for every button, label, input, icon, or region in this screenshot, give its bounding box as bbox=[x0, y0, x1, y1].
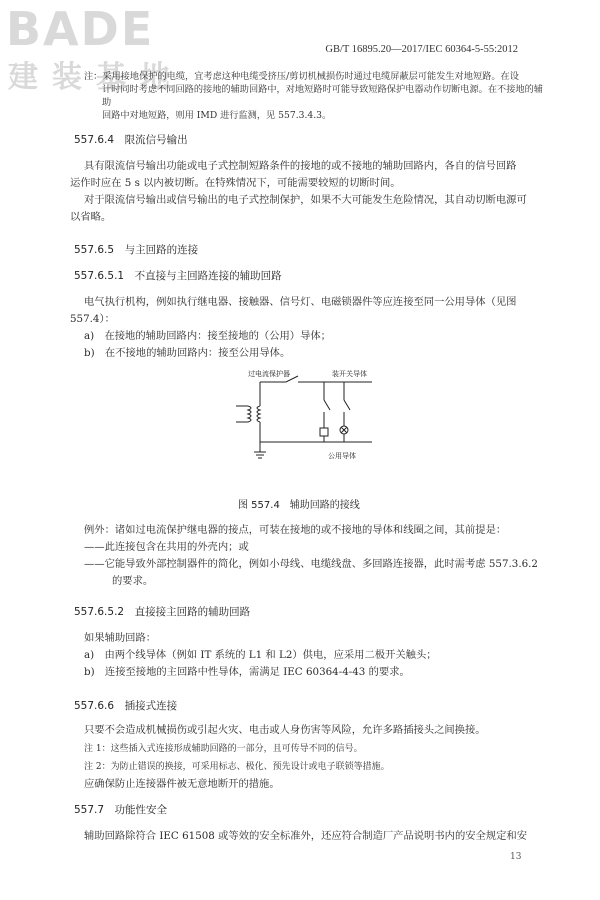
heading-557-6-4: 557.6.4 限流信号输出 bbox=[74, 134, 188, 146]
relay-coil bbox=[320, 428, 328, 436]
exception-block bbox=[84, 522, 554, 590]
transformer-primary-coil bbox=[248, 406, 251, 422]
heading-557-6-5: 557.6.5 与主回路的连接 bbox=[74, 244, 199, 256]
label-common-conductor: 公用导体 bbox=[328, 452, 356, 460]
text-line: 具有限流信号输出功能或电子式控制短路条件的接地的或不接地的辅助回路内，各自的信号回路 bbox=[84, 160, 517, 172]
branch2-switch bbox=[344, 400, 350, 410]
text-line: 如果辅助回路： bbox=[84, 632, 157, 644]
text-line: 例外：诸如过电流保护继电器的接点，可装在接地的或不接地的导体和线圈之间，其前提是： bbox=[84, 524, 507, 536]
note-2: 注 2：为防止错误的换接，可采用标志、极化、预先设计或电子联锁等措施。 bbox=[84, 762, 390, 772]
text-line: ——此连接包含在共用的外壳内；或 bbox=[84, 541, 249, 553]
heading-557-6-5-2: 557.6.5.2 直接接主回路的辅助回路 bbox=[74, 606, 251, 618]
figure-caption: 图 557.4 辅助回路的接线 bbox=[238, 500, 360, 511]
circuit-lines bbox=[236, 376, 372, 458]
page-number: 13 bbox=[510, 852, 522, 862]
heading-557-7: 557.7 功能性安全 bbox=[74, 804, 168, 816]
list-item: b) 在不接地的辅助回路内：接至公用导体。 bbox=[84, 347, 291, 359]
text-line: 对于限流信号输出或信号输出的电子式控制保护，如果不大可能发生危险情况，其自动切断电源可 bbox=[84, 194, 527, 206]
heading-557-6-5-1: 557.6.5.1 不直接与主回路连接的辅助回路 bbox=[74, 270, 282, 282]
text-line: 的要求。 bbox=[112, 575, 154, 587]
paragraph: 应确保防止连接器件被无意地断开的措施。 bbox=[84, 778, 280, 790]
top-note-line: 回路中对地短路，则用 IMD 进行监测，见 557.3.4.3。 bbox=[102, 110, 332, 121]
top-note-line: 计时同时考虑不同回路的接地的辅助回路中，对地短路时可能导致短路保护电器动作切断电源。在不接地的辅助 bbox=[102, 84, 543, 108]
text-line: 电气执行机构，例如执行继电器、接触器、信号灯、电磁锁器件等应连接至同一公用导体（见图 bbox=[84, 296, 517, 308]
note-1: 注 1：这些插入式连接形成辅助回路的一部分，且可传导不同的信号。 bbox=[84, 744, 363, 754]
paragraph bbox=[84, 630, 544, 681]
heading-557-6-6: 557.6.6 插接式连接 bbox=[74, 700, 178, 712]
logo-text: BADE bbox=[6, 2, 155, 56]
transformer-secondary-coil bbox=[257, 406, 260, 422]
branch1-switch bbox=[324, 400, 330, 410]
text-line: ——它能导致外部控制器件的简化，例如小母线、电缆线盘、多回路连接器，此时需考虑 557.3.6.2 bbox=[84, 558, 538, 570]
label-overcurrent-protector: 过电流保护器 bbox=[248, 370, 290, 378]
text-line: 运作时应在 5 s 以内被切断。在特殊情况下，可能需要较短的切断时间。 bbox=[70, 177, 401, 189]
paragraph bbox=[70, 294, 544, 362]
list-item: a) 由两个线导体（例如 IT 系统的 L1 和 L2）供电，应采用二极开关触头； bbox=[84, 649, 437, 661]
text-line: 以省略。 bbox=[70, 211, 112, 223]
text-line: 557.4）： bbox=[70, 313, 115, 325]
paragraph bbox=[70, 158, 544, 226]
standard-number: GB/T 16895.20—2017/IEC 60364-5-55:2012 bbox=[325, 44, 518, 55]
list-item: b) 连接至接地的主回路中性导体，需满足 IEC 60364-4-43 的要求。 bbox=[84, 666, 410, 678]
logo-subtitle: 建装基地 bbox=[8, 60, 184, 95]
list-item: a) 在接地的辅助回路内：接至接地的（公用）导体； bbox=[84, 330, 331, 342]
paragraph: 辅助回路除符合 IEC 61508 或等效的安全标准外，还应符合制造厂产品说明书内的安全规定和安 bbox=[84, 830, 528, 842]
top-note bbox=[84, 70, 544, 122]
wiring-diagram bbox=[220, 366, 390, 466]
label-switch-conductor: 装开关导体 bbox=[332, 370, 367, 378]
paragraph: 只要不会造成机械损伤或引起火灾、电击或人身伤害等风险，允许多路插接头之间换接。 bbox=[84, 724, 486, 736]
top-note-line: 注：采用接地保护的电缆，宜考虑这种电缆受挤压/剪切机械损伤时通过电缆屏蔽层可能发生对地短路。在设 bbox=[84, 71, 519, 82]
